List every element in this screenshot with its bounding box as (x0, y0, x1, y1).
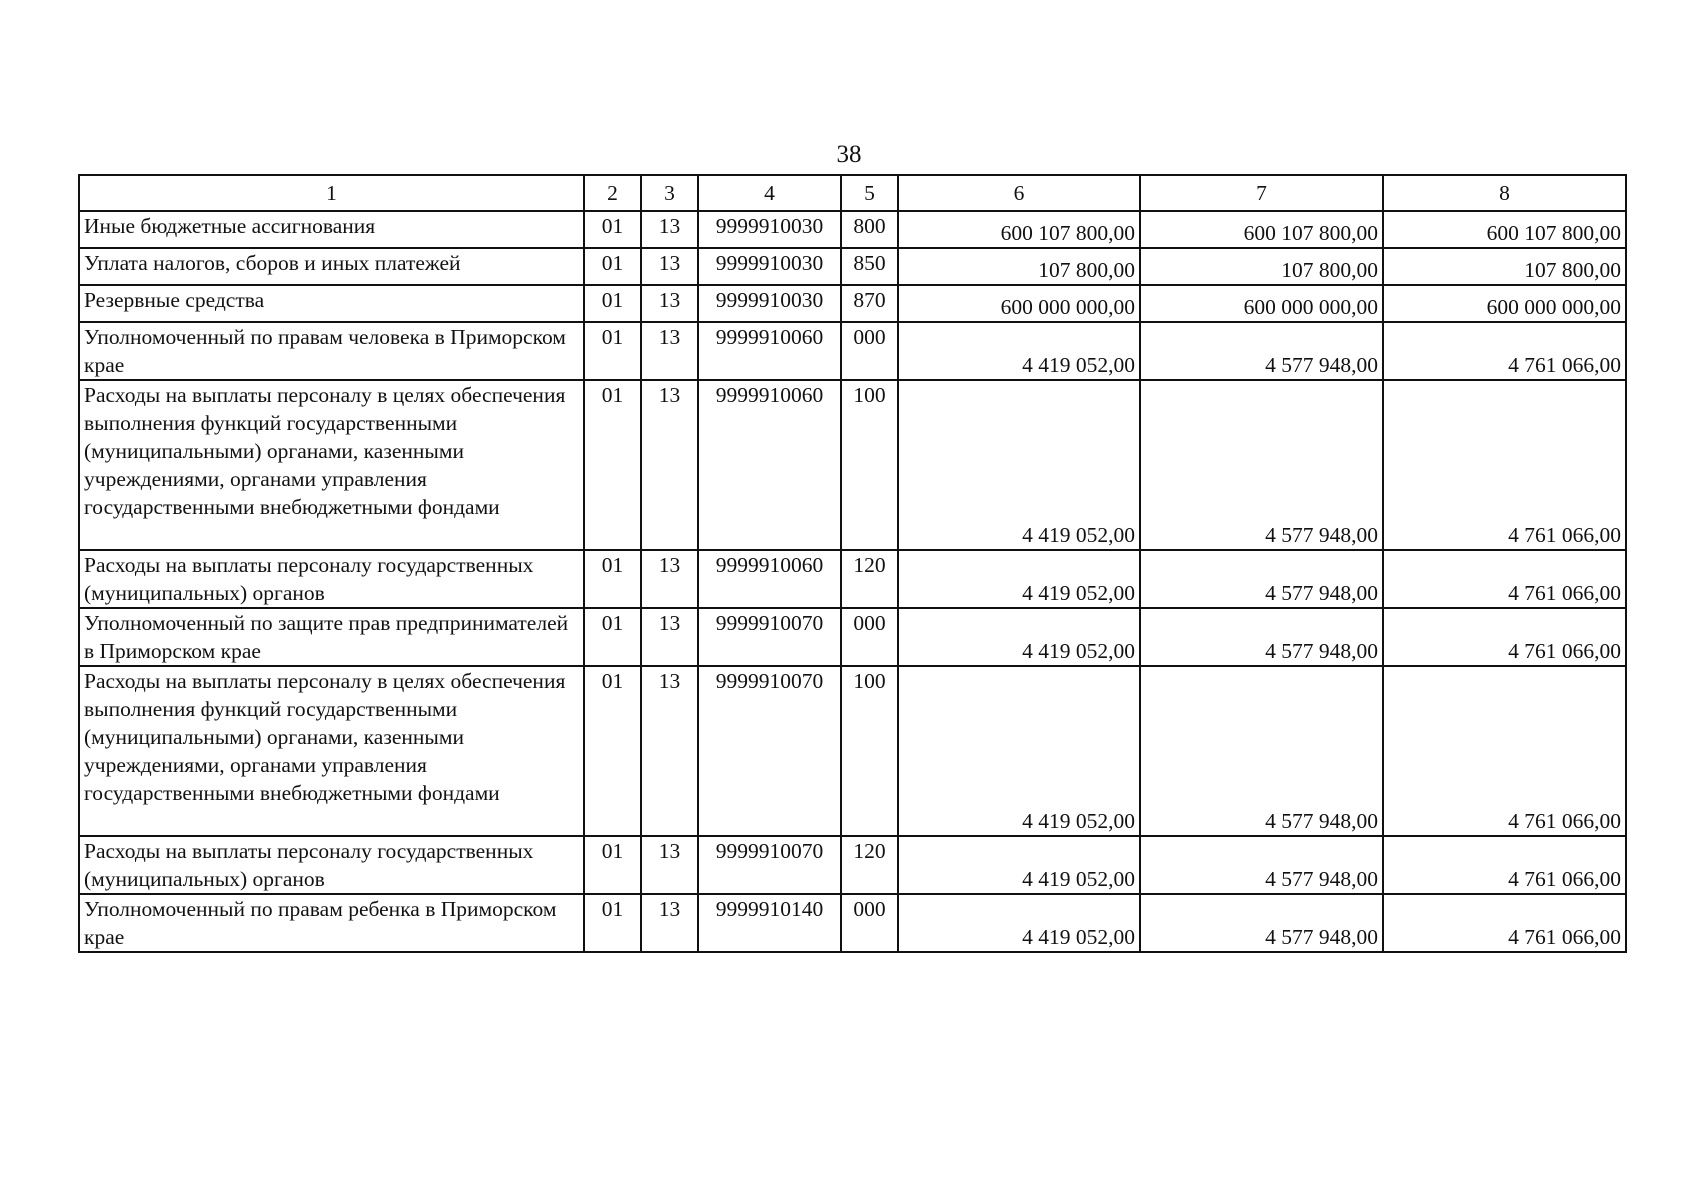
amount-col8-cell: 4 761 066,00 (1383, 894, 1626, 952)
amount-col7-cell: 4 577 948,00 (1140, 608, 1383, 666)
section-cell: 01 (584, 285, 641, 322)
amount-col7-cell: 4 577 948,00 (1140, 322, 1383, 380)
amount-col6-cell: 4 419 052,00 (898, 836, 1140, 894)
name-cell: Расходы на выплаты персоналу государственных (муниципальных) органов (79, 550, 584, 608)
table-row (79, 836, 1626, 894)
subsection-cell: 13 (641, 211, 698, 248)
type-cell: 000 (841, 608, 898, 666)
amount-col7-cell: 600 107 800,00 (1140, 211, 1383, 248)
table-row (79, 608, 1626, 666)
header-cell: 7 (1140, 175, 1383, 211)
name-cell: Резервные средства (79, 285, 584, 322)
target-cell: 9999910030 (698, 285, 841, 322)
subsection-cell: 13 (641, 380, 698, 550)
table-row (79, 211, 1626, 248)
type-cell: 120 (841, 550, 898, 608)
target-cell: 9999910030 (698, 248, 841, 285)
amount-col7-cell: 600 000 000,00 (1140, 285, 1383, 322)
header-cell: 6 (898, 175, 1140, 211)
type-cell: 850 (841, 248, 898, 285)
amount-col6-cell: 4 419 052,00 (898, 550, 1140, 608)
subsection-cell: 13 (641, 894, 698, 952)
amount-col6-cell: 4 419 052,00 (898, 380, 1140, 550)
table-row (79, 894, 1626, 952)
section-cell: 01 (584, 248, 641, 285)
section-cell: 01 (584, 894, 641, 952)
section-cell: 01 (584, 211, 641, 248)
amount-col6-cell: 600 000 000,00 (898, 285, 1140, 322)
table-row (79, 322, 1626, 380)
type-cell: 800 (841, 211, 898, 248)
amount-col6-cell: 4 419 052,00 (898, 608, 1140, 666)
table-row (79, 380, 1626, 550)
section-cell: 01 (584, 666, 641, 836)
amount-col8-cell: 4 761 066,00 (1383, 380, 1626, 550)
name-cell: Уполномоченный по защите прав предпринимателей в Приморском крае (79, 608, 584, 666)
amount-col6-cell: 4 419 052,00 (898, 322, 1140, 380)
name-cell: Уполномоченный по правам ребенка в Приморском крае (79, 894, 584, 952)
section-cell: 01 (584, 608, 641, 666)
amount-col8-cell: 107 800,00 (1383, 248, 1626, 285)
name-cell: Иные бюджетные ассигнования (79, 211, 584, 248)
type-cell: 100 (841, 380, 898, 550)
budget-table (78, 174, 1627, 953)
header-cell: 4 (698, 175, 841, 211)
amount-col8-cell: 4 761 066,00 (1383, 608, 1626, 666)
target-cell: 9999910070 (698, 666, 841, 836)
amount-col8-cell: 4 761 066,00 (1383, 550, 1626, 608)
amount-col8-cell: 600 107 800,00 (1383, 211, 1626, 248)
amount-col8-cell: 4 761 066,00 (1383, 322, 1626, 380)
header-cell: 3 (641, 175, 698, 211)
type-cell: 100 (841, 666, 898, 836)
name-cell: Уполномоченный по правам человека в Приморском крае (79, 322, 584, 380)
header-cell: 1 (79, 175, 584, 211)
target-cell: 9999910070 (698, 836, 841, 894)
table-row (79, 248, 1626, 285)
subsection-cell: 13 (641, 285, 698, 322)
header-cell: 2 (584, 175, 641, 211)
target-cell: 9999910070 (698, 608, 841, 666)
type-cell: 000 (841, 894, 898, 952)
amount-col8-cell: 4 761 066,00 (1383, 666, 1626, 836)
type-cell: 120 (841, 836, 898, 894)
subsection-cell: 13 (641, 836, 698, 894)
section-cell: 01 (584, 322, 641, 380)
amount-col7-cell: 4 577 948,00 (1140, 666, 1383, 836)
table-row (79, 550, 1626, 608)
target-cell: 9999910030 (698, 211, 841, 248)
name-cell: Расходы на выплаты персоналу в целях обеспечения выполнения функций государственными (муниципальными) органами, казенными учреждениями, органами управления государственными внебюджетными фондами (79, 380, 584, 550)
amount-col7-cell: 4 577 948,00 (1140, 836, 1383, 894)
target-cell: 9999910140 (698, 894, 841, 952)
name-cell: Расходы на выплаты персоналу государственных (муниципальных) органов (79, 836, 584, 894)
section-cell: 01 (584, 380, 641, 550)
amount-col7-cell: 4 577 948,00 (1140, 894, 1383, 952)
subsection-cell: 13 (641, 608, 698, 666)
section-cell: 01 (584, 550, 641, 608)
amount-col7-cell: 4 577 948,00 (1140, 550, 1383, 608)
header-cell: 5 (841, 175, 898, 211)
subsection-cell: 13 (641, 248, 698, 285)
amount-col8-cell: 600 000 000,00 (1383, 285, 1626, 322)
type-cell: 870 (841, 285, 898, 322)
table-row (79, 285, 1626, 322)
amount-col6-cell: 600 107 800,00 (898, 211, 1140, 248)
amount-col8-cell: 4 761 066,00 (1383, 836, 1626, 894)
header-cell: 8 (1383, 175, 1626, 211)
subsection-cell: 13 (641, 322, 698, 380)
amount-col6-cell: 107 800,00 (898, 248, 1140, 285)
subsection-cell: 13 (641, 666, 698, 836)
amount-col7-cell: 107 800,00 (1140, 248, 1383, 285)
target-cell: 9999910060 (698, 322, 841, 380)
subsection-cell: 13 (641, 550, 698, 608)
table-row (79, 666, 1626, 836)
amount-col6-cell: 4 419 052,00 (898, 666, 1140, 836)
name-cell: Уплата налогов, сборов и иных платежей (79, 248, 584, 285)
amount-col6-cell: 4 419 052,00 (898, 894, 1140, 952)
name-cell: Расходы на выплаты персоналу в целях обеспечения выполнения функций государственными (муниципальными) органами, казенными учреждениями, органами управления государственными внебюджетными фондами (79, 666, 584, 836)
target-cell: 9999910060 (698, 550, 841, 608)
header-row (79, 175, 1626, 211)
section-cell: 01 (584, 836, 641, 894)
target-cell: 9999910060 (698, 380, 841, 550)
amount-col7-cell: 4 577 948,00 (1140, 380, 1383, 550)
page-number: 38 (836, 141, 862, 168)
type-cell: 000 (841, 322, 898, 380)
